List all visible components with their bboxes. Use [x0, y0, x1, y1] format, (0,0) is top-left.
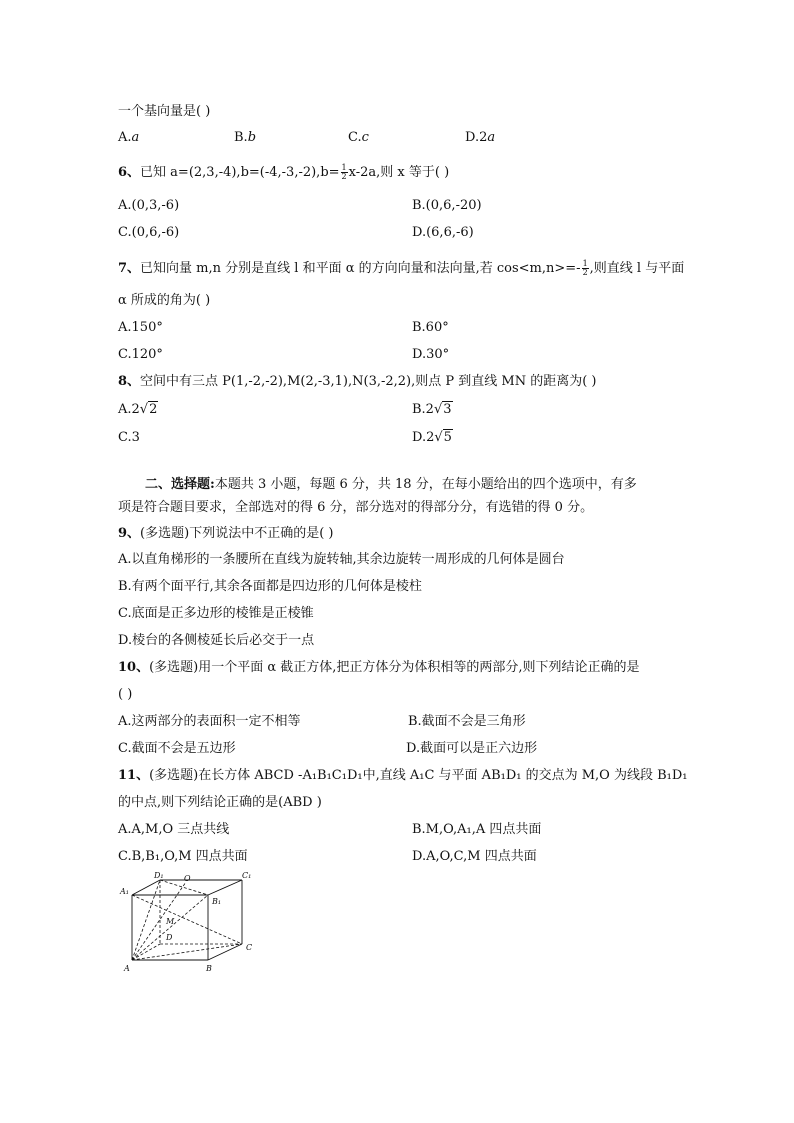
q7-option-b: B.60° — [412, 320, 449, 335]
label-m: M — [166, 917, 175, 926]
q9-option-b: B.有两个面平行,其余各面都是四边形的几何体是棱柱 — [118, 579, 422, 594]
q11-option-d: D.A,O,C,M 四点共面 — [412, 849, 537, 864]
q8-stem: 8、空间中有三点 P(1,-2,-2),M(2,-3,1),N(3,-2,2),则点 P 到直线 MN 的距离为( ) — [118, 374, 597, 389]
q8-option-b: B.2√3 — [412, 402, 452, 417]
q8-option-a: A.2√2 — [118, 402, 158, 417]
label-a: A — [124, 964, 130, 973]
q6-option-b: B.(0,6,-20) — [412, 198, 482, 213]
q7-option-a: A.150° — [118, 320, 163, 335]
q5-option-c: C.c — [348, 130, 369, 145]
section2-text: 项是符合题目要求，全部选对的得 6 分，部分选对的得部分分，有选错的得 0 分。 — [118, 500, 594, 515]
label-a1: A₁ — [120, 887, 129, 896]
q5-stem-tail: 一个基向量是( ) — [118, 104, 211, 119]
q10-option-b: B.截面不会是三角形 — [408, 714, 526, 729]
q8-option-d: D.2√5 — [412, 430, 452, 445]
q11-option-b: B.M,O,A₁,A 四点共面 — [412, 822, 542, 837]
q5-option-d: D.2a — [465, 130, 496, 145]
q10-stem-line2: ( ) — [118, 687, 133, 702]
q5-option-a: A.a — [118, 130, 140, 145]
q7-stem: 7、已知向量 m,n 分别是直线 l 和平面 α 的方向向量和法向量,若 cos<m,n>=- $\frac{1}{2}$ ,则直线 l 与平面 — [118, 259, 685, 277]
q7-stem-line2: α 所成的角为( ) — [118, 293, 211, 308]
label-c: C — [246, 943, 253, 952]
label-c1: C₁ — [242, 871, 252, 880]
q9-stem: 9、(多选题)下列说法中不正确的是( ) — [118, 526, 334, 541]
label-b: B — [206, 964, 212, 973]
q10-stem: 10、(多选题)用一个平面 α 截正方体,把正方体分为体积相等的两部分,则下列结论正确的是 — [118, 660, 640, 675]
q7-option-d: D.30° — [412, 347, 450, 362]
q10-option-a: A.这两部分的表面积一定不相等 — [118, 714, 301, 729]
q5-option-b: B.b — [234, 130, 257, 145]
q11-stem: 11、(多选题)在长方体 ABCD -A₁B₁C₁D₁中,直线 A₁C 与平面 AB₁D₁ 的交点为 M,O 为线段 B₁D₁ — [118, 768, 688, 783]
q9-option-c: C.底面是正多边形的棱锥是正棱锥 — [118, 606, 314, 621]
q6-option-c: C.(0,6,-6) — [118, 225, 180, 240]
q6-option-a: A.(0,3,-6) — [118, 198, 180, 213]
q9-option-d: D.棱台的各侧棱延长后必交于一点 — [118, 633, 315, 648]
q10-option-d: D.截面可以是正六边形 — [406, 741, 538, 756]
q6-option-d: D.(6,6,-6) — [412, 225, 474, 240]
q10-option-c: C.截面不会是五边形 — [118, 741, 236, 756]
cuboid-figure — [118, 870, 268, 980]
label-d: D — [166, 933, 173, 942]
q9-option-a: A.以直角梯形的一条腰所在直线为旋转轴,其余边旋转一周形成的几何体是圆台 — [118, 552, 565, 567]
label-b1: B₁ — [212, 897, 222, 906]
q8-option-c: C.3 — [118, 430, 140, 445]
q7-option-c: C.120° — [118, 347, 163, 362]
label-d1: D₁ — [154, 871, 164, 880]
q11-option-c: C.B,B₁,O,M 四点共面 — [118, 849, 248, 864]
q11-option-a: A.A,M,O 三点共线 — [118, 822, 230, 837]
q6-stem: 6、已知 a=(2,3,-4),b=(-4,-3,-2),b= $\frac{1}{2}$ x-2a,则 x 等于( ) — [118, 163, 450, 181]
label-o: O — [184, 874, 191, 883]
section2-heading: 二、选择题:本题共 3 小题，每题 6 分，共 18 分，在每小题给出的四个选项中，有多 — [145, 477, 637, 492]
q11-stem-line2: 的中点,则下列结论正确的是(ABD ) — [118, 795, 322, 810]
